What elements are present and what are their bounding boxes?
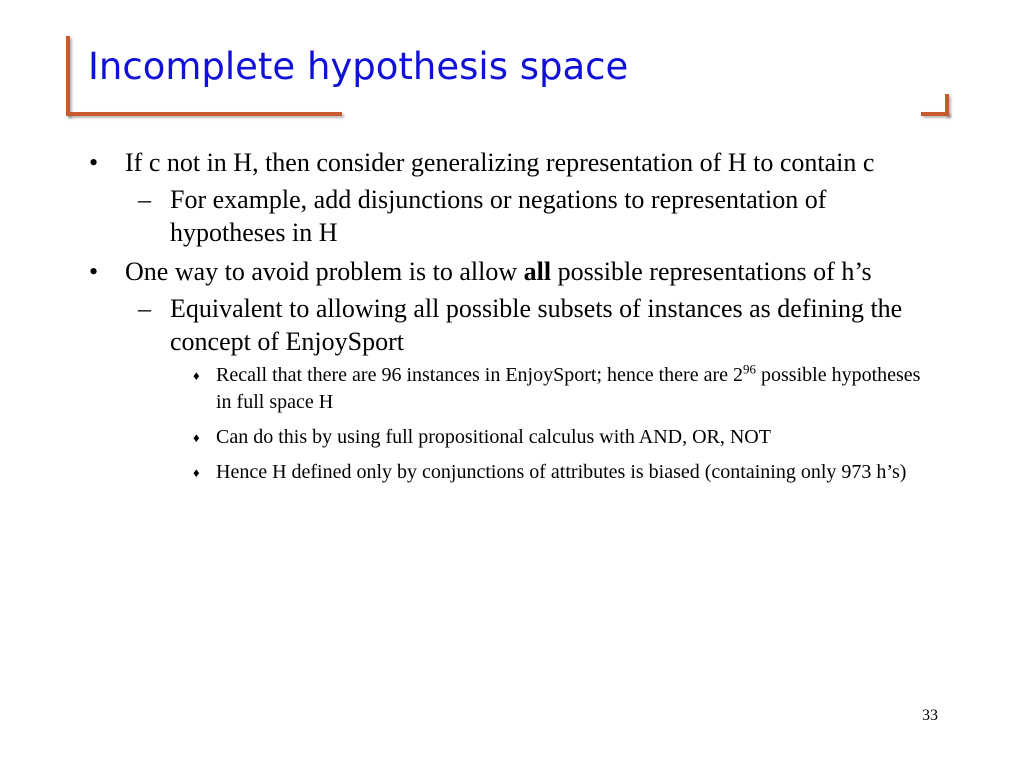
point-3-text: Hence H defined only by conjunctions of attributes is biased (containing only 973 h’s) xyxy=(216,461,907,483)
page-number: 33 xyxy=(922,707,938,724)
title-frame-bottom-bar xyxy=(66,112,342,116)
slide-title: Incomplete hypothesis space xyxy=(88,45,629,88)
point-3 xyxy=(0,459,932,486)
diamond-icon: ♦ xyxy=(193,430,200,445)
bullet-1 xyxy=(0,146,925,179)
bullet-1-sub-1-text: For example, add disjunctions or negations to representation of hypotheses in H xyxy=(170,185,827,247)
point-1-text-before: Recall that there are 96 instances in EnjoySport; hence there are 2 xyxy=(216,364,744,386)
point-1 xyxy=(0,362,932,416)
diamond-icon: ♦ xyxy=(193,368,200,383)
corner-bracket-horizontal xyxy=(921,112,949,116)
dash-icon: – xyxy=(138,294,151,323)
point-1-superscript: 96 xyxy=(743,361,757,377)
point-1-text-after: possible hypotheses in full space H xyxy=(216,364,921,413)
bullet-icon: • xyxy=(89,148,99,177)
point-2-text: Can do this by using full propositional calculus with AND, OR, NOT xyxy=(216,426,771,448)
diamond-icon: ♦ xyxy=(193,465,200,480)
slide-content xyxy=(0,140,1024,494)
bullet-1-sub-1 xyxy=(0,183,940,249)
dash-icon: – xyxy=(138,185,151,214)
bullet-icon: • xyxy=(89,257,99,286)
bullet-2-sub-1-text: Equivalent to allowing all possible subsets of instances as defining the concept of EnjoySport xyxy=(170,294,903,356)
bullet-2 xyxy=(0,255,925,288)
bullet-2-bold-word: all xyxy=(523,257,552,286)
bullet-2-sub-1 xyxy=(0,292,940,358)
bullet-1-text: If c not in H, then consider generalizing representation of H to contain c xyxy=(125,148,875,177)
bullet-2-text-after: possible representations of h’s xyxy=(551,257,872,286)
title-frame-left-bar xyxy=(66,36,70,116)
point-2 xyxy=(0,424,932,451)
bullet-2-text-before: One way to avoid problem is to allow xyxy=(125,257,524,286)
